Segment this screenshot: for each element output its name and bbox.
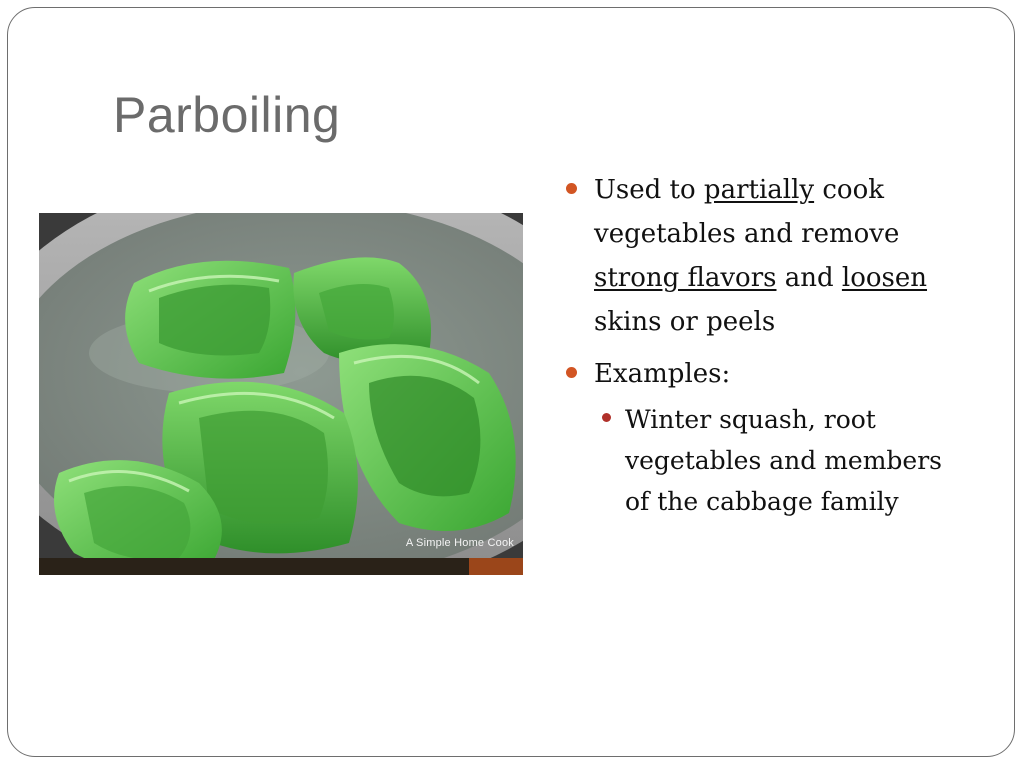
- text-part: and: [776, 263, 842, 293]
- slide-title: Parboiling: [113, 87, 341, 143]
- bullet-text: [594, 175, 927, 337]
- parboiled-peppers-photo: [39, 213, 523, 575]
- text-part: skins or peels: [594, 307, 776, 337]
- boiling-green-peppers-photo-icon: [39, 213, 523, 575]
- sub-bullet-text: Winter squash, root vegetables and members of the cabbage family: [625, 405, 942, 516]
- text-part: cook vegetables and remove: [594, 175, 900, 249]
- text-part: Used to: [594, 175, 704, 205]
- bullet-list: [565, 168, 965, 522]
- bullet-item-parboiling-definition: [565, 168, 965, 344]
- underlined-term-strong-flavors: strong flavors: [594, 263, 777, 293]
- bullet-dot-icon: [566, 367, 577, 378]
- sub-bullet-item-examples-list: [565, 399, 965, 522]
- photo-credit: A Simple Home Cook: [405, 537, 514, 549]
- sub-bullet-dot-icon: [602, 413, 611, 422]
- bullet-text: Examples:: [594, 359, 731, 389]
- bullet-dot-icon: [566, 183, 577, 194]
- underlined-term-loosen: loosen: [841, 263, 928, 293]
- bullet-item-examples: [565, 352, 965, 396]
- underlined-term-partially: partially: [703, 175, 815, 205]
